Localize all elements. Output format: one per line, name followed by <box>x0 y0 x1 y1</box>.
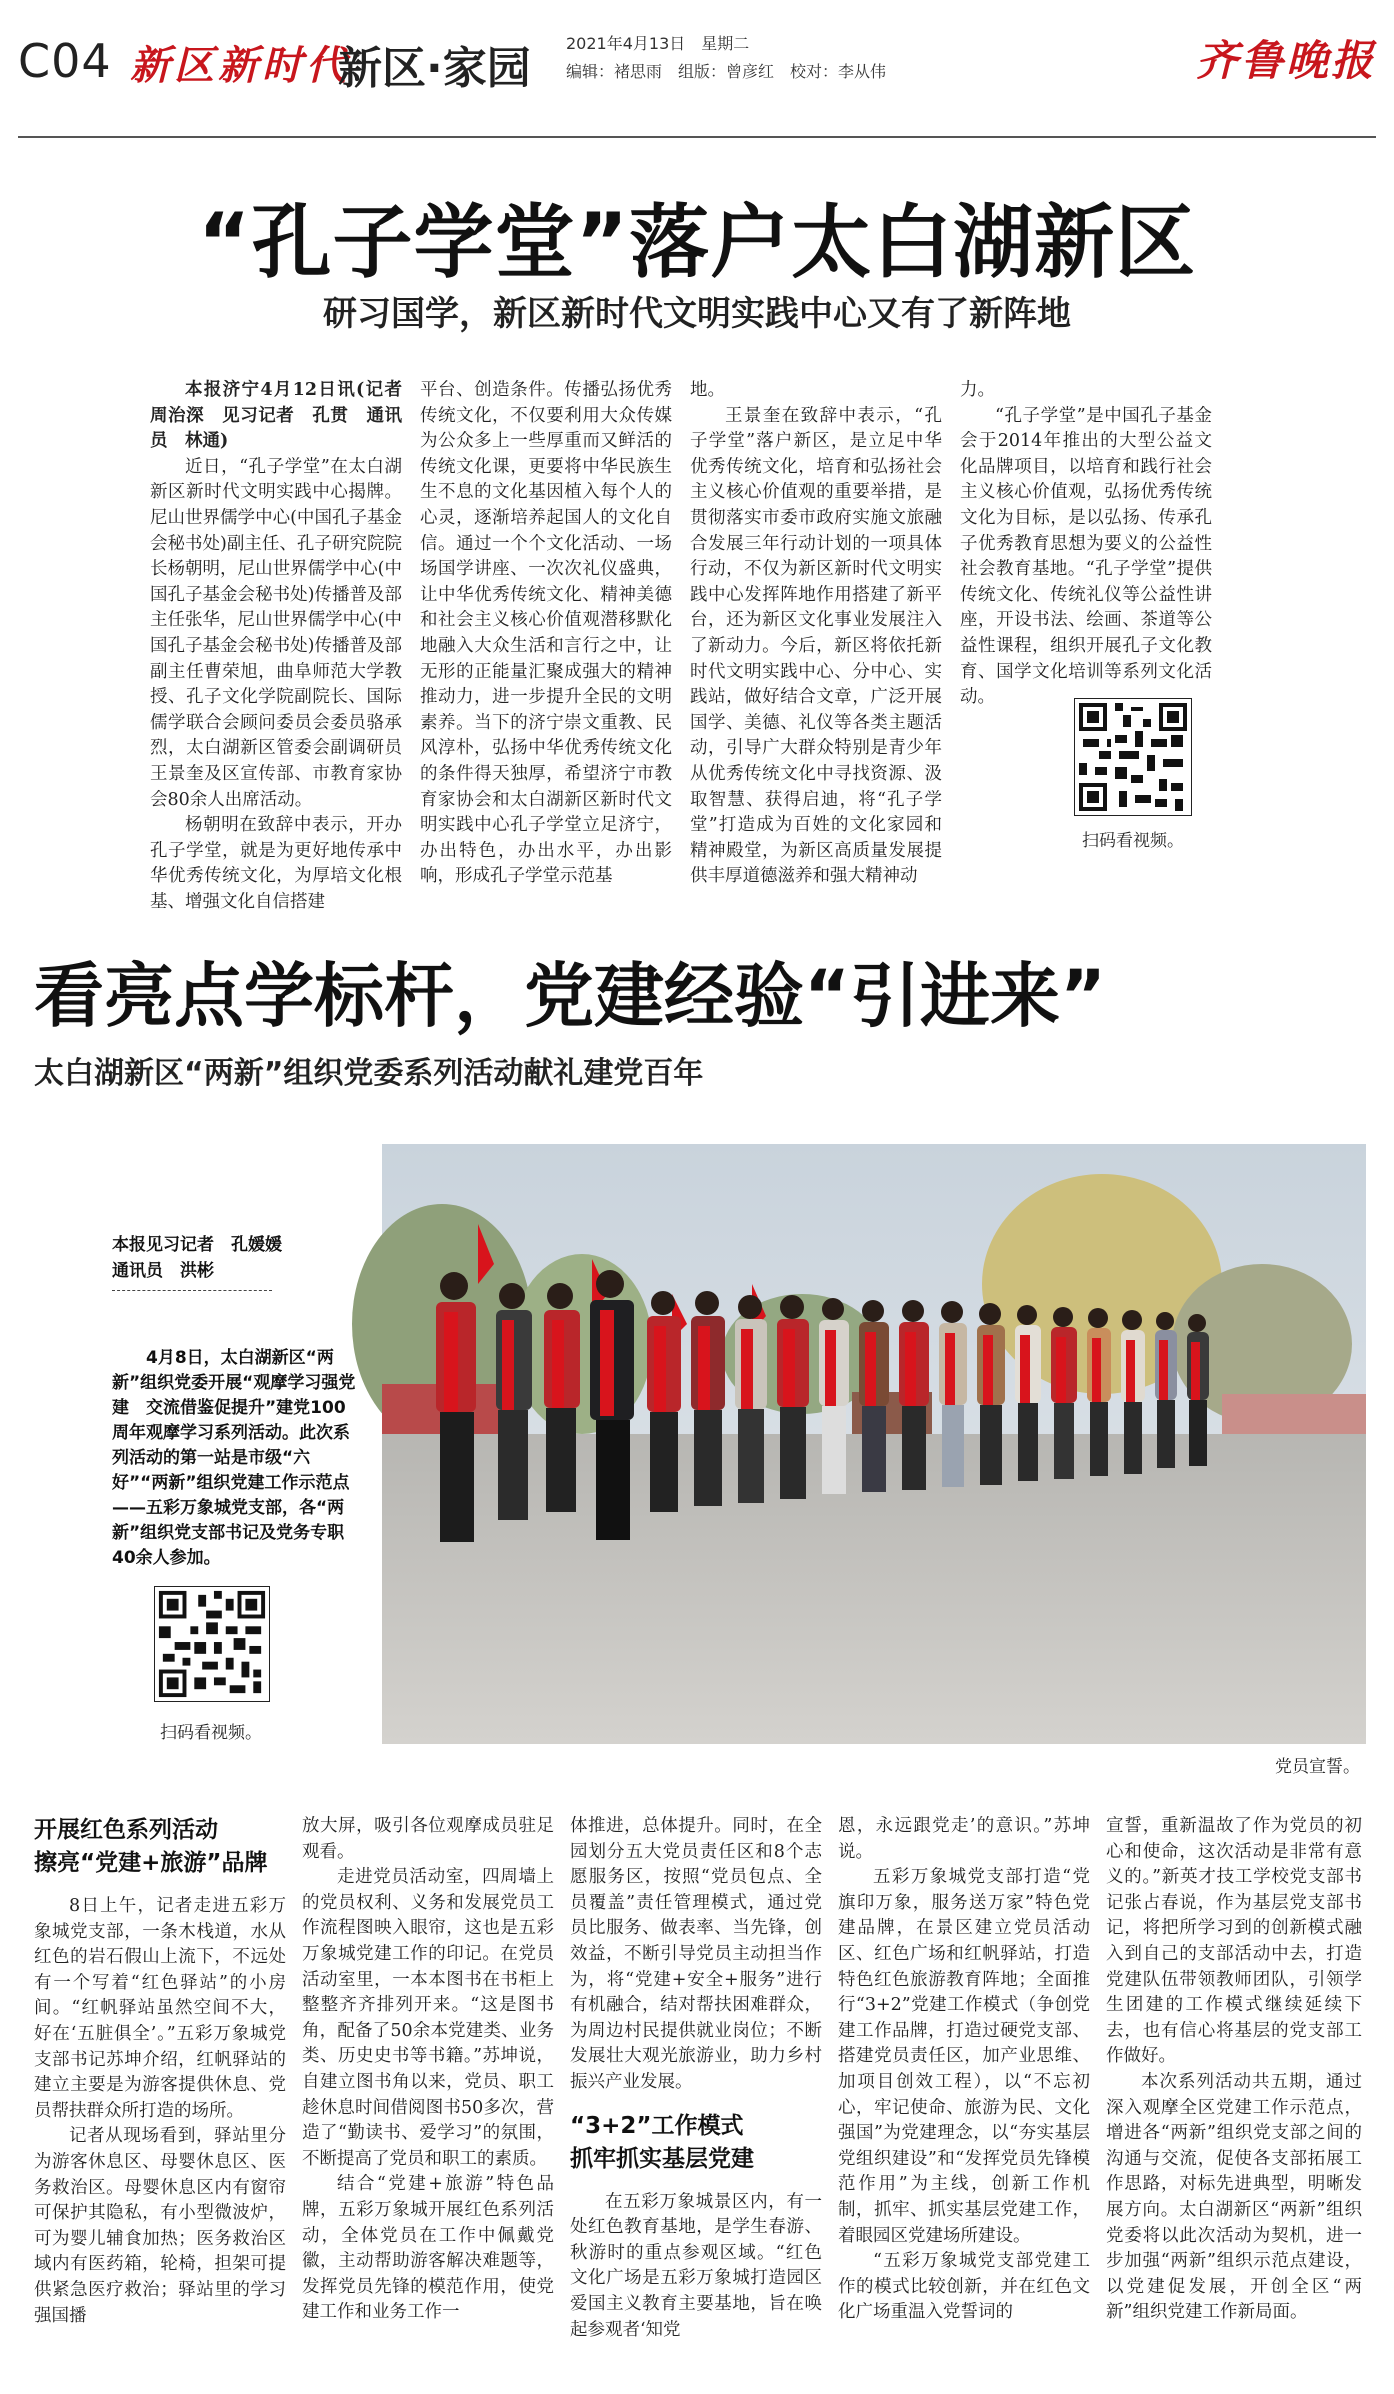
section-heading-line: 开展红色系列活动 <box>34 1817 218 1843</box>
article1-paragraph: 王景奎在致辞中表示，“孔子学堂”落户新区，是立足中华优秀传统文化，培育和弘扬社会主义核心价值观的重要举措，是贯彻落实市委市政府实施文旅融合发展三年行动计划的一项具体行动，不仅为新区新时代文明实践中心发挥阵地作用搭建了新平台，还为新区文化事业发展注入了新动力。今后，新区将依托新时代文明实践中心、分中心、实践站，做好结合文章，广泛开展国学、美德、礼仪等各类主题活动，引导广大群众特别是青少年从优秀传统文化中寻找资源、汲取智慧、获得启迪，将“孔子学堂”打造成为百姓的文化家园和精神殿堂，为新区高质量发展提供丰厚道德滋养和强大精神动 <box>690 405 942 887</box>
section-heading-line: 抓牢抓实基层党建 <box>570 2145 754 2172</box>
article2-paragraph: 放大屏，吸引各位观摩成员驻足观看。 <box>302 1816 554 1862</box>
qr-code-icon[interactable] <box>154 1586 270 1702</box>
header-divider <box>18 136 1376 138</box>
section-heading <box>34 1814 286 1880</box>
article2-paragraph: 本次系列活动共五期，通过深入观摩全区党建工作示范点，增进各“两新”组织党支部之间的沟通与交流，促使各支部拓展工作思路，对标先进典型，明晰发展方向。太白湖新区“两新”组织党委将以此次活动为契机，进一步加强“两新”组织示范点建设，以党建促发展，开创全区“两新”组织党建工作新局面。 <box>1106 2071 1362 2323</box>
article2-subtitle: 太白湖新区“两新”组织党委系列活动献礼建党百年 <box>34 1056 704 1091</box>
newspaper-logo: 齐鲁晚报 <box>1195 36 1376 85</box>
article1-paragraph: 近日，“孔子学堂”在太白湖新区新时代文明实践中心揭牌。尼山世界儒学中心(中国孔子基金会秘书处)副主任、孔子研究院院长杨朝明，尼山世界儒学中心(中国孔子基金会秘书处)传播普及部主任张华，尼山世界儒学中心(中国孔子基金会秘书处)传播普及部副主任曹荣旭，曲阜师范大学教授、孔子文化学院副院长、国际儒学联合会顾问委员会委员骆承烈，太白湖新区管委会副调研员王景奎及区宣传部、市教育家协会80余人出席活动。 <box>150 456 402 810</box>
article2-paragraph: “五彩万象城党支部党建工作的模式比较创新，并在红色文化广场重温入党誓词的 <box>838 2251 1090 2323</box>
section-heading-line: “3+2”工作模式 <box>570 2112 744 2139</box>
article1-paragraph: “孔子学堂”是中国孔子基金会于2014年推出的大型公益文化品牌项目，以培育和践行社会主义核心价值观，弘扬优秀传统文化为目标，是以弘扬、传承孔子优秀教育思想为要义的公益性社会教育基地。“孔子学堂”提供传统文化、传统礼仪等公益性讲座，开设书法、绘画、茶道等公益性课程，组织开展孔子文化教育、国学文化培训等系列文化活动。 <box>960 405 1212 708</box>
article2-column-3 <box>570 1814 822 2384</box>
qr-caption: 扫码看视频。 <box>1082 831 1184 851</box>
brand-logo: 新区新时代 <box>130 42 350 89</box>
issue-date: 2021年4月13日 星期二 <box>566 34 750 53</box>
qr-caption: 扫码看视频。 <box>160 1723 262 1743</box>
photo-caption: 党员宣誓。 <box>1275 1757 1360 1777</box>
article2-paragraph: 五彩万象城党支部打造“党旗印万象，服务送万家”特色党建品牌，在景区建立党员活动区、红色广场和红帆驿站，打造特色红色旅游教育阵地；全面推行“3+2”党建工作模式（争创党建工作品牌，打造过硬党支部、搭建党员责任区，加产业思维、加项目创效工程），以“不忘初心，牢记使命、旅游为民、文化强国”为党建理念，以“夯实基层党组织建设”和“发挥党员先锋模范作用”为主线，创新工作机制，抓牢、抓实基层党建工作，着眼园区党建场所建设。 <box>838 1867 1090 2246</box>
article1-subtitle: 研习国学，新区新时代文明实践中心又有了新阵地 <box>323 294 1071 334</box>
article1-paragraph: 平台、创造条件。传播弘扬优秀传统文化，不仅要利用大众传媒为公众多上一些厚重而又鲜活的传统文化课，更要将中华民族生生不息的文化基因植入每个人的心灵，逐渐培养起国人的文化自信。通过一个个文化活动、一场场国学讲座、一次次礼仪盛典，让中华优秀传统文化、精神美德和社会主义核心价值观潜移默化地融入大众生活和言行之中，让无形的正能量汇聚成强大的精神推动力，进一步提升全民的文明素养。当下的济宁崇文重教、民风淳朴，弘扬中华优秀传统文化的条件得天独厚，希望济宁市教育家协会和太白湖新区新时代文明实践中心孔子学堂立足济宁，办出特色，办出水平，办出影响，形成孔子学堂示范基 <box>420 380 672 887</box>
header-meta <box>566 30 886 86</box>
article1-column-1 <box>150 378 420 912</box>
byline-correspondent: 通讯员 洪彬 <box>112 1261 214 1281</box>
page-number: C04 <box>18 34 112 88</box>
editors-line: 编辑：褚思雨 组版：曾彦红 校对：李从伟 <box>566 62 887 81</box>
article2-column-5 <box>1106 1814 1362 2384</box>
article2-lead <box>112 1346 362 1571</box>
byline-reporter: 本报见习记者 孔媛媛 <box>112 1235 282 1255</box>
article1-paragraph: 杨朝明在致辞中表示，开办孔子学堂，就是为更好地传承中华优秀传统文化，为厚培文化根基、增强文化自信搭建 <box>150 815 402 912</box>
article1-column-4 <box>960 378 1212 708</box>
lead-paragraph: 4月8日，太白湖新区“两新”组织党委开展“观摩学习强党建 交流借鉴促提升”建党100周年观摩学习系列活动。此次系列活动的第一站是市级“六好”“两新”组织党建工作示范点——五彩万象城党支部，各“两新”组织党支部书记及党务专职40余人参加。 <box>112 1348 356 1568</box>
article2-column-1 <box>34 1814 286 2384</box>
article2-paragraph: 8日上午，记者走进五彩万象城党支部，一条木栈道，水从红色的岩石假山上流下，不远处有一个写着“红色驿站”的小房间。“红帆驿站虽然空间不大，好在‘五脏俱全’。”五彩万象城党支部书记苏坤介绍，红帆驿站的建立主要是为游客提供休息、党员帮扶群众所打造的场所。 <box>34 1896 286 2121</box>
byline-divider <box>112 1290 272 1291</box>
article2-paragraph: 在五彩万象城景区内，有一处红色教育基地，是学生春游、秋游时的重点参观区域。“红色文化广场是五彩万象城打造园区爱国主义教育主要基地，旨在唤起参观者‘知党 <box>570 2191 822 2340</box>
section-heading-line: 擦亮“党建+旅游”品牌 <box>34 1850 268 1876</box>
article2-paragraph: 恩，永远跟党走’的意识。”苏坤说。 <box>838 1816 1090 1862</box>
article1-byline: 本报济宁4月12日讯(记者 周治深 见习记者 孔贯 通讯员 林通) <box>150 380 420 452</box>
article1-paragraph: 地。 <box>690 380 725 400</box>
page-header <box>0 0 1394 130</box>
article1-column-3 <box>690 378 942 892</box>
section-title: 新区·家园 <box>338 43 531 94</box>
article2-paragraph: 走进党员活动室，四周墙上的党员权利、义务和发展党员工作流程图映入眼帘，这也是五彩万象城党建工作的印记。在党员活动室里，一本本图书在书柜上整整齐齐排列开来。“这是图书角，配备了50余本党建类、业务类、历史史书等书籍。”苏坤说，自建立图书角以来，党员、职工趁休息时间借阅图书50多次，营造了“勤读书、爱学习”的氛围，不断提高了党员和职工的素质。 <box>302 1867 554 2169</box>
article2-title: 看亮点学标杆，党建经验“引进来” <box>34 955 1107 1037</box>
section-heading <box>570 2110 822 2176</box>
photo-party-oath <box>382 1144 1366 1744</box>
article2-column-2 <box>302 1814 554 2384</box>
qr-code-icon[interactable] <box>1074 698 1192 816</box>
article2-paragraph: 结合“党建+旅游”特色品牌，五彩万象城开展红色系列活动，全体党员在工作中佩戴党徽，主动帮助游客解决难题等，发挥党员先锋的模范作用，使党建工作和业务工作一 <box>302 2174 554 2323</box>
article2-paragraph: 体推进，总体提升。同时，在全园划分五大党员责任区和8个志愿服务区，按照“党员包点、全员覆盖”责任管理模式，通过党员比服务、做表率、当先锋，创效益，不断引导党员主动担当作为，将“党建+安全+服务”进行有机融合，结对帮扶困难群众，为周边村民提供就业岗位；不断发展壮大观光旅游业，助力乡村振兴产业发展。 <box>570 1816 822 2092</box>
article1-title: “孔子学堂”落户太白湖新区 <box>197 196 1197 289</box>
article2-column-4 <box>838 1814 1090 2384</box>
article2-paragraph: 记者从现场看到，驿站里分为游客休息区、母婴休息区、医务救治区。母婴休息区内有窗帘可保护其隐私，有小型微波炉，可为婴儿辅食加热；医务救治区域内有医药箱，轮椅，担架可提供紧急医疗救治；驿站里的学习强国播 <box>34 2126 286 2326</box>
article1-paragraph: 力。 <box>960 380 995 400</box>
article2-byline <box>112 1232 282 1284</box>
article2-paragraph: 宣誓，重新温故了作为党员的初心和使命，这次活动是非常有意义的。”新英才技工学校党支部书记张占春说，作为基层党支部书记，将把所学习到的创新模式融入到自己的支部活动中去，打造党建队伍带领教师团队，引领学生团建的工作模式继续延续下去，也有信心将基层的党支部工作做好。 <box>1106 1816 1362 2067</box>
article1-column-2 <box>420 378 672 892</box>
